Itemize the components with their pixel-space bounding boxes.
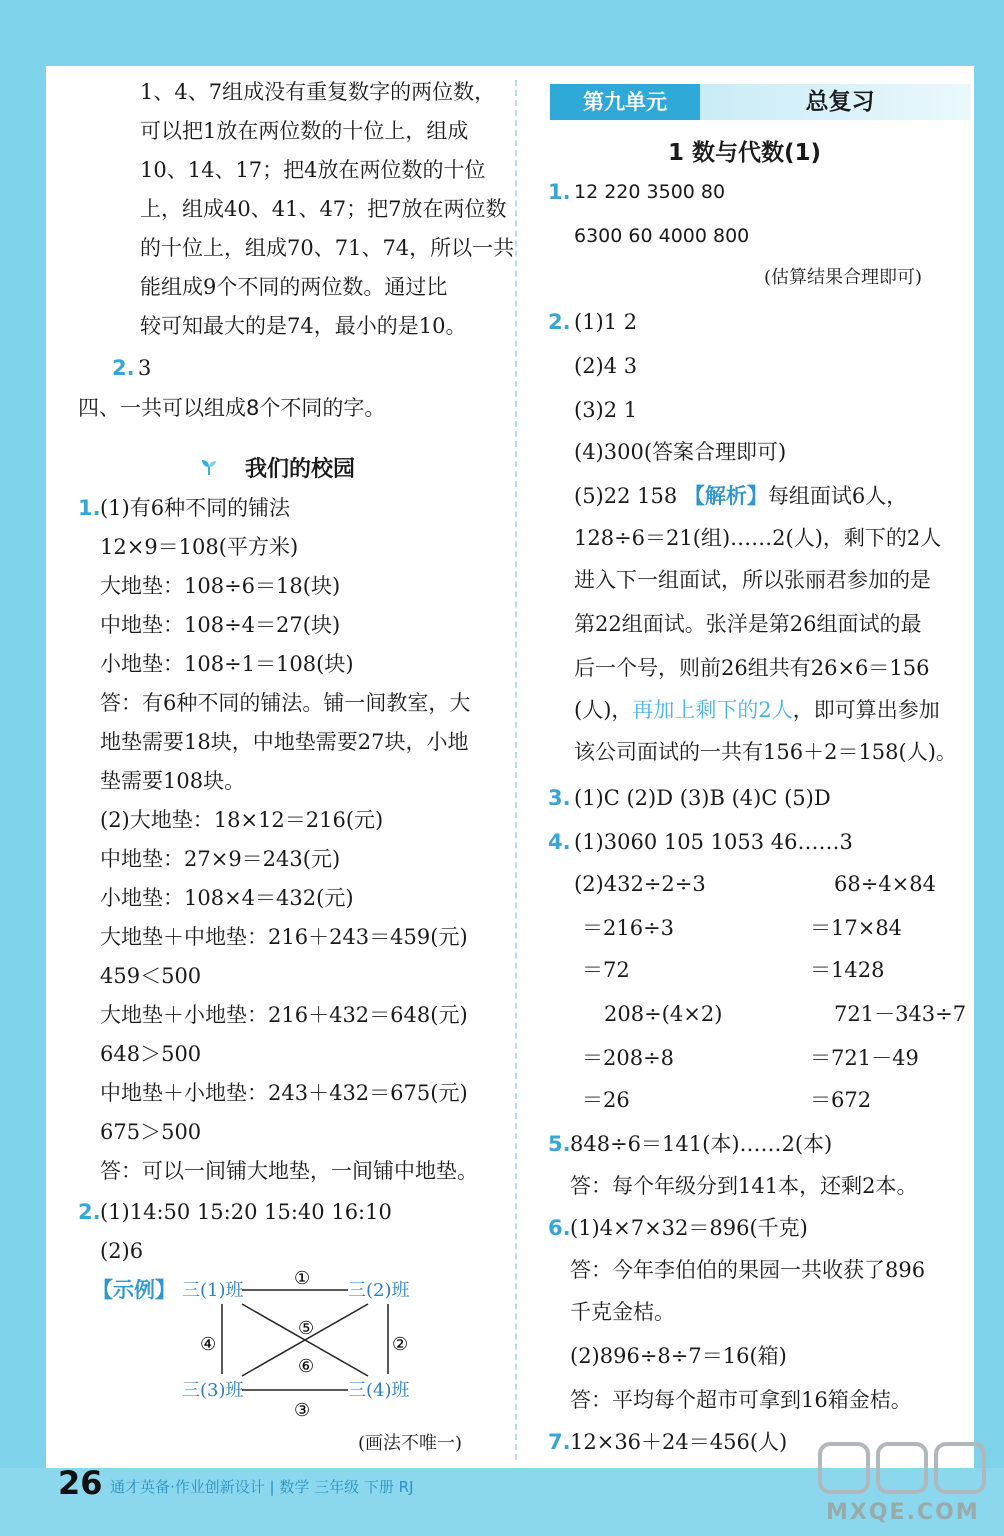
calc-step: ＝17×84 xyxy=(810,916,903,940)
answer-line: 848÷6＝141(本)……2(本) xyxy=(570,1132,833,1156)
answer-line: 12×9＝108(平方米) xyxy=(100,535,299,559)
example-label: 【示例】 xyxy=(92,1277,176,1302)
frame-top xyxy=(0,0,1004,72)
text-line: 上，组成40、41、47；把7放在两位数 xyxy=(140,197,507,221)
edge-4: ④ xyxy=(200,1334,217,1355)
text-line: 1、4、7组成没有重复数字的两位数， xyxy=(140,80,496,104)
answer-line: 该公司面试的一共有156＋2＝158(人)。 xyxy=(574,740,957,764)
answer-line: 12×36＋24＝456(人) xyxy=(570,1430,788,1454)
answer-line: 小地垫：108÷1＝108(块) xyxy=(100,652,354,676)
highlight-text: 再加上剩下的2人 xyxy=(632,698,793,722)
answer-line: (1)3060 105 1053 46……3 xyxy=(574,830,853,854)
question-number: 2. xyxy=(548,310,571,334)
calc-step: 208÷(4×2) xyxy=(604,1002,723,1026)
answer-line: 459＜500 xyxy=(100,964,202,988)
frame-right xyxy=(974,0,1004,1536)
answer-prefix: (5)22 158 xyxy=(574,484,678,508)
question-number: 1. xyxy=(548,180,571,204)
calc-step: ＝672 xyxy=(810,1088,872,1112)
answer-rest: 每组面试6人， xyxy=(767,484,908,508)
answer-line: 答：有6种不同的铺法。铺一间教室，大 xyxy=(100,691,471,715)
text-line: 的十位上，组成70、71、74，所以一共 xyxy=(140,236,515,260)
column-divider xyxy=(515,80,517,1460)
answer-line: 大地垫＋中地垫：216＋243＝459(元) xyxy=(100,925,468,949)
answer-text: 3 xyxy=(138,356,152,380)
edge-3: ③ xyxy=(294,1400,311,1421)
answer-line: (2)4 3 xyxy=(574,354,638,378)
question-number: 2. xyxy=(78,1200,101,1224)
answer-line: 地垫需要18块，中地垫需要27块，小地 xyxy=(100,730,469,754)
class-match-diagram xyxy=(180,1268,430,1428)
answer-line: (2)6 xyxy=(100,1239,144,1263)
answer-line: (2)896÷8÷7＝16(箱) xyxy=(570,1344,787,1368)
calc-step: ＝72 xyxy=(582,958,630,982)
question-number: 2. xyxy=(112,356,135,380)
answer-line: 6300 60 4000 800 xyxy=(574,225,750,247)
answer-line: 答：今年李伯伯的果园一共收获了896 xyxy=(570,1258,926,1282)
question-number: 4. xyxy=(548,830,571,854)
question-number: 5. xyxy=(548,1132,571,1156)
edge-5: ⑤ xyxy=(298,1318,315,1339)
question-number: 6. xyxy=(548,1216,571,1240)
answer-part: (人)， xyxy=(574,698,633,722)
answer-line: 千克金桔。 xyxy=(570,1300,675,1324)
note-text: (画法不唯一) xyxy=(358,1433,463,1454)
answer-line: 大地垫＋小地垫：216＋432＝648(元) xyxy=(100,1003,468,1027)
footer-text: 通才英备·作业创新设计 | 数学 三年级 下册 RJ xyxy=(110,1478,414,1496)
unit-badge: 第九单元 xyxy=(550,84,700,120)
section-four: 四、一共可以组成8个不同的字。 xyxy=(78,396,386,420)
answer-line: 675＞500 xyxy=(100,1120,202,1144)
answer-line: 128÷6＝21(组)……2(人)，剩下的2人 xyxy=(574,526,942,550)
analysis-label: 【解析】 xyxy=(683,483,768,508)
answer-line: (1)1 2 xyxy=(574,310,638,334)
class-3-2: 三(2)班 xyxy=(348,1280,410,1301)
edge-2: ② xyxy=(392,1334,409,1355)
answer-line: 12 220 3500 80 xyxy=(574,181,726,203)
text-line: 可以把1放在两位数的十位上，组成 xyxy=(140,119,469,143)
answer-line: (3)2 1 xyxy=(574,398,638,422)
question-number: 3. xyxy=(548,786,571,810)
answer-line: 648＞500 xyxy=(100,1042,202,1066)
answer-line: (1)4×7×32＝896(千克) xyxy=(570,1216,808,1240)
answer-line: 后一个号，则前26组共有26×6＝156 xyxy=(574,656,930,680)
answer-line: 进入下一组面试，所以张丽君参加的是 xyxy=(574,568,931,592)
page-number: 26 xyxy=(58,1464,103,1502)
answer-part: ，即可算出参加 xyxy=(792,698,940,722)
class-3-3: 三(3)班 xyxy=(182,1380,244,1401)
class-3-1: 三(1)班 xyxy=(182,1280,244,1301)
text-line: 能组成9个不同的两位数。通过比 xyxy=(140,275,448,299)
answer-line: (4)300(答案合理即可) xyxy=(574,440,787,464)
answer-line: (2)大地垫：18×12＝216(元) xyxy=(100,808,384,832)
answer-line xyxy=(574,482,907,510)
question-number: 1. xyxy=(78,496,101,520)
answer-line xyxy=(574,696,940,724)
answer-line: 第22组面试。张洋是第26组面试的最 xyxy=(574,612,922,636)
answer-line: 中地垫：108÷4＝27(块) xyxy=(100,613,341,637)
watermark-text: MXQE.COM xyxy=(826,1500,980,1525)
calc-step: ＝216÷3 xyxy=(582,916,675,940)
calc-step: ＝1428 xyxy=(810,958,885,982)
text-line: 较可知最大的是74，最小的是10。 xyxy=(140,314,467,338)
answer-line: 垫需要108块。 xyxy=(100,769,246,793)
section-title: 我们的校园 xyxy=(245,457,356,482)
frame-left xyxy=(0,0,46,1536)
calc-step: (2)432÷2÷3 xyxy=(574,872,706,896)
calc-step: ＝208÷8 xyxy=(582,1046,675,1070)
answer-line: 中地垫＋小地垫：243＋432＝675(元) xyxy=(100,1081,468,1105)
calc-step: ＝26 xyxy=(582,1088,630,1112)
answer-line: 中地垫：27×9＝243(元) xyxy=(100,847,341,871)
question-number: 7. xyxy=(548,1430,571,1454)
calc-step: ＝721－49 xyxy=(810,1046,919,1070)
answer-line: 答：可以一间铺大地垫，一间铺中地垫。 xyxy=(100,1159,478,1183)
edge-1: ① xyxy=(294,1268,311,1289)
answer-line: (1)C (2)D (3)B (4)C (5)D xyxy=(574,786,831,810)
note-text: (估算结果合理即可) xyxy=(764,267,923,288)
text-line: 10、14、17；把4放在两位数的十位 xyxy=(140,158,486,182)
answer-line: 答：平均每个超市可拿到16箱金桔。 xyxy=(570,1388,912,1412)
calc-step: 721－343÷7 xyxy=(834,1002,967,1026)
leaf-icon xyxy=(200,458,218,476)
answer-line: 小地垫：108×4＝432(元) xyxy=(100,886,354,910)
edge-6: ⑥ xyxy=(298,1356,315,1377)
answer-line: 大地垫：108÷6＝18(块) xyxy=(100,574,341,598)
answer-line: 答：每个年级分到141本，还剩2本。 xyxy=(570,1174,918,1198)
unit-title: 总复习 xyxy=(805,89,875,115)
answer-line: (1)14:50 15:20 15:40 16:10 xyxy=(100,1200,392,1224)
answer-line: (1)有6种不同的铺法 xyxy=(100,496,291,520)
class-3-4: 三(4)班 xyxy=(348,1380,410,1401)
section-title: 1 数与代数(1) xyxy=(668,140,822,166)
calc-step: 68÷4×84 xyxy=(834,872,936,896)
